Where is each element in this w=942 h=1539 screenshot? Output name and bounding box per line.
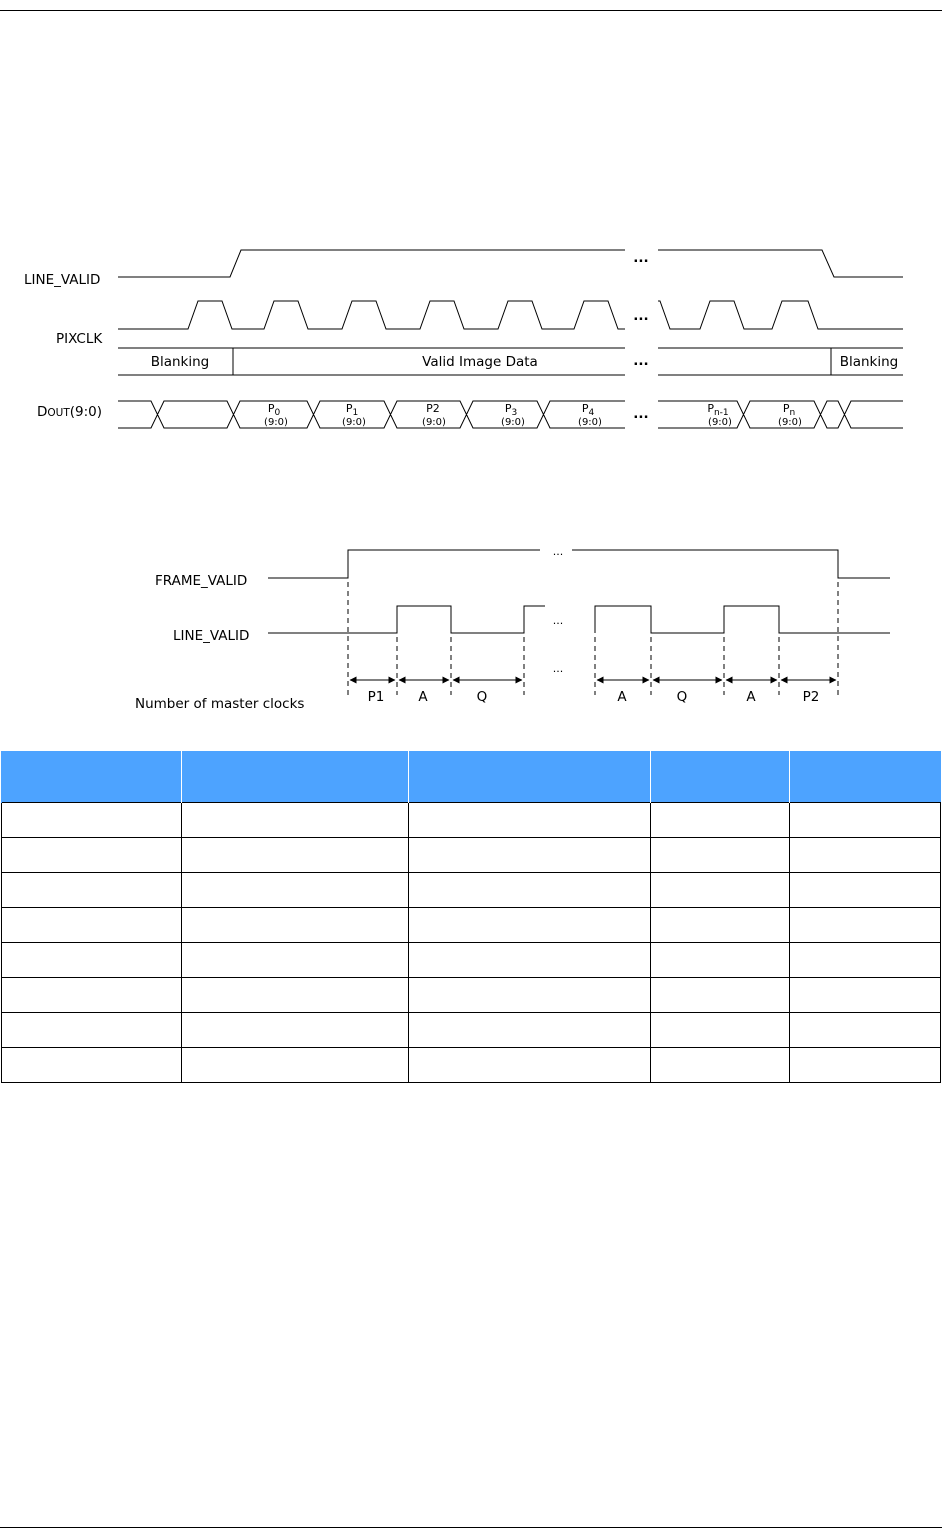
- timing-guides: [348, 582, 838, 695]
- svg-text:P0: $P_0$: [267, 402, 281, 418]
- table-cell: [651, 1048, 790, 1083]
- table-cell: [409, 838, 651, 873]
- table-cell: [409, 943, 651, 978]
- table-row: [2, 1013, 941, 1048]
- table-cell: [790, 873, 941, 908]
- svg-text:P3: $P_3$: [504, 402, 518, 418]
- table-cell: [182, 838, 409, 873]
- valid-row-ellipsis: ...: [633, 353, 649, 369]
- table-cell: [2, 943, 182, 978]
- table-cell: [409, 1013, 651, 1048]
- master-clocks-caption: Number of master clocks: [135, 696, 305, 712]
- line-valid-2-ellipsis: ...: [552, 614, 564, 627]
- table-cell: [651, 978, 790, 1013]
- table-header-cell: [409, 751, 651, 803]
- pixel-label-n-1: [707, 402, 732, 428]
- table-row: [2, 1048, 941, 1083]
- pixclk-waveform: [118, 301, 903, 329]
- data-table: [1, 751, 941, 1083]
- frame-valid-ellipsis: ...: [552, 545, 564, 558]
- table-cell: [790, 838, 941, 873]
- interval-q-label-1: Q: [476, 689, 488, 705]
- line-valid-ellipsis: ...: [633, 250, 649, 266]
- table-cell: [409, 803, 651, 838]
- blanking-right-label: Blanking: [839, 354, 899, 370]
- table-cell: [790, 978, 941, 1013]
- table-header-cell: [2, 751, 182, 803]
- table-cell: [182, 873, 409, 908]
- svg-text:(9:0): (9:0): [264, 417, 288, 428]
- interval-ellipsis: ...: [552, 662, 564, 675]
- interval-p2-label: P2: [802, 689, 820, 705]
- table-cell: [651, 803, 790, 838]
- frame-valid-label: FRAME_VALID: [155, 573, 248, 589]
- table-cell: [790, 1048, 941, 1083]
- table-cell: [2, 908, 182, 943]
- table-cell: [409, 978, 651, 1013]
- pixel-label-n: [778, 402, 802, 428]
- svg-text:Pn-1: $P_{n-1}$: [707, 402, 729, 418]
- table-cell: [2, 978, 182, 1013]
- table-cell: [790, 908, 941, 943]
- pixel-label-3: [501, 402, 525, 428]
- svg-text:P1: $P_1$: [345, 402, 359, 418]
- table-cell: [790, 943, 941, 978]
- pixclk-ellipsis: ...: [633, 308, 649, 324]
- table-header-cell: [790, 751, 941, 803]
- table-row: [2, 908, 941, 943]
- table-cell: [2, 1048, 182, 1083]
- table-cell: [651, 838, 790, 873]
- table-cell: [790, 803, 941, 838]
- table-cell: [182, 978, 409, 1013]
- interval-a-label-1: A: [418, 689, 428, 705]
- table-cell: [2, 1013, 182, 1048]
- valid-image-data-label: Valid Image Data: [422, 354, 538, 370]
- svg-text:(9:0): (9:0): [778, 417, 802, 428]
- line-valid-label: LINE_VALID: [24, 272, 101, 288]
- table-cell: [651, 943, 790, 978]
- frame-valid-waveform: [268, 550, 890, 578]
- dout-label: DOUT(9:0): [37, 404, 103, 420]
- header-rule: [0, 10, 942, 11]
- interval-p1-label: P1: [367, 689, 385, 705]
- table-cell: [409, 908, 651, 943]
- svg-text:(9:0): (9:0): [422, 417, 446, 428]
- pixel-timing-diagram: [0, 230, 942, 440]
- table-row: [2, 873, 941, 908]
- svg-text:Pn: $P_n$: [782, 402, 796, 418]
- table-cell: [182, 908, 409, 943]
- svg-text:(9:0): (9:0): [708, 417, 732, 428]
- table-cell: [409, 873, 651, 908]
- table-cell: [2, 873, 182, 908]
- svg-text:P2: P2: [426, 402, 440, 415]
- pixclk-label: PIXCLK: [56, 331, 103, 347]
- pixel-label-4: [578, 402, 602, 428]
- pixel-label-2: [422, 402, 446, 428]
- frame-timing-diagram: [120, 535, 910, 720]
- line-valid-2-waveform: [268, 606, 890, 633]
- svg-text:(9:0): (9:0): [578, 417, 602, 428]
- pixel-label-1: [342, 402, 366, 428]
- table-header-cell: [182, 751, 409, 803]
- table-header-cell: [651, 751, 790, 803]
- table-cell: [2, 803, 182, 838]
- table-row: [2, 838, 941, 873]
- footer-rule: [0, 1527, 942, 1528]
- table-cell: [182, 943, 409, 978]
- interval-q-label-2: Q: [676, 689, 688, 705]
- table-cell: [182, 1013, 409, 1048]
- table-cell: [182, 803, 409, 838]
- line-valid-2-label: LINE_VALID: [173, 628, 250, 644]
- dout-ellipsis: ...: [633, 406, 649, 422]
- table-cell: [409, 1048, 651, 1083]
- interval-a-label-2: A: [617, 689, 627, 705]
- table-cell: [651, 873, 790, 908]
- interval-a-label-3: A: [746, 689, 756, 705]
- line-valid-waveform: [118, 250, 903, 277]
- blanking-left-label: Blanking: [150, 354, 210, 370]
- svg-text:(9:0): (9:0): [501, 417, 525, 428]
- table-cell: [2, 838, 182, 873]
- svg-text:(9:0): (9:0): [342, 417, 366, 428]
- pixel-label-0: [264, 402, 288, 428]
- table-cell: [790, 1013, 941, 1048]
- table-cell: [182, 1048, 409, 1083]
- table-header-row: [2, 751, 941, 803]
- table-row: [2, 803, 941, 838]
- svg-text:P4: $P_4$: [581, 402, 595, 418]
- table-cell: [651, 908, 790, 943]
- table-cell: [651, 1013, 790, 1048]
- table-row: [2, 978, 941, 1013]
- table-row: [2, 943, 941, 978]
